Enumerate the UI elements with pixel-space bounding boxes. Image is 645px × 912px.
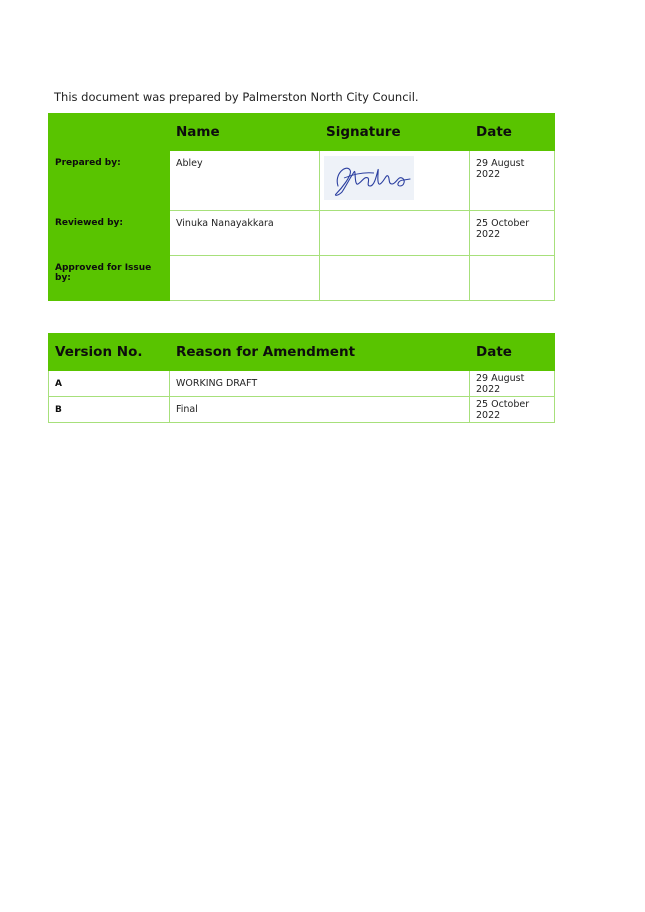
table-row <box>49 151 555 211</box>
handwritten-signature <box>324 156 414 200</box>
name-cell <box>170 211 320 256</box>
reason-value: Final <box>176 404 198 415</box>
role-cell <box>49 151 170 211</box>
date-cell <box>470 397 555 423</box>
approval-header-role <box>49 114 170 151</box>
role-label: Reviewed by: <box>55 218 123 228</box>
signature-cell <box>320 211 470 256</box>
date-value: 25 October 2022 <box>476 218 530 240</box>
date-cell <box>470 256 555 301</box>
signature-value <box>320 211 469 218</box>
signature-cell <box>320 151 470 211</box>
name-cell <box>170 256 320 301</box>
approval-header-signature: Signature <box>320 114 470 151</box>
table-row <box>49 397 555 423</box>
name-cell <box>170 151 320 211</box>
date-value: 29 August 2022 <box>476 158 525 180</box>
intro-text: This document was prepared by Palmerston North City Council. <box>54 90 419 104</box>
approval-header-row <box>49 114 555 151</box>
table-row <box>49 371 555 397</box>
role-cell <box>49 256 170 301</box>
approval-table <box>48 113 555 301</box>
version-header-reason: Reason for Amendment <box>170 334 470 371</box>
version-value: B <box>55 404 62 415</box>
reason-value: WORKING DRAFT <box>176 378 258 389</box>
version-value: A <box>55 378 62 389</box>
approval-header-name: Name <box>170 114 320 151</box>
role-label: Approved for Issue by: <box>55 263 152 283</box>
version-header-row <box>49 334 555 371</box>
reason-cell <box>170 371 470 397</box>
version-header-date: Date <box>470 334 555 371</box>
signature-cell <box>320 256 470 301</box>
date-cell <box>470 371 555 397</box>
reason-cell <box>170 397 470 423</box>
version-header-number: Version No. <box>49 334 170 371</box>
date-value <box>470 256 554 263</box>
table-row <box>49 211 555 256</box>
name-value <box>170 256 319 263</box>
name-value: Vinuka Nanayakkara <box>176 218 274 229</box>
date-value: 25 October 2022 <box>476 398 530 421</box>
signature-value <box>320 256 469 263</box>
name-value: Abley <box>176 158 203 169</box>
approval-header-date: Date <box>470 114 555 151</box>
date-cell <box>470 151 555 211</box>
version-cell <box>49 397 170 423</box>
date-value: 29 August 2022 <box>476 372 525 395</box>
version-table <box>48 333 555 423</box>
version-cell <box>49 371 170 397</box>
date-cell <box>470 211 555 256</box>
role-cell <box>49 211 170 256</box>
role-label: Prepared by: <box>55 158 121 168</box>
table-row <box>49 256 555 301</box>
